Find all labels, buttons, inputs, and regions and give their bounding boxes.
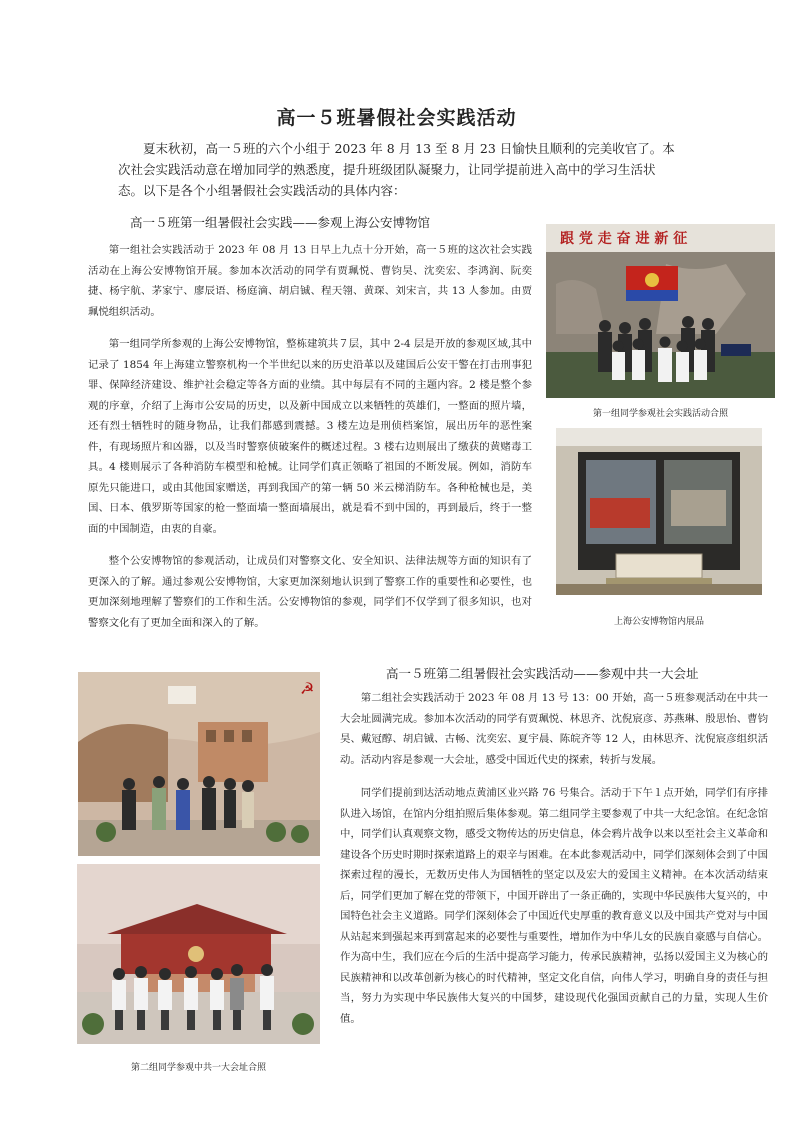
group2-paragraph-2: 同学们提前到达活动地点黄浦区业兴路 76 号集合。活动于下午１点开始，同学们有序排队进入场馆，在馆内分组拍照后集体参观。第二组同学主要参观了中共一大纪念馆。在纪念馆中，同学们认真观察文物，感受文物传达的历史信息，体会鸦片战争以来以至社会主义革命和建设各个历史时期时探索道路上的艰辛与困难。在本此参观活动中，同学们深刻体会到了中国探索过程的漫长，无数历史伟人为国牺牲的坚定以及宏大的爱国主义精神。在本次活动结束后，同学们更加了解在党的带领下，中国开辟出了一条正确的，实现中华民族伟大复兴的，中国特色社会主义道路。同学们深刻体会了中国近代史厚重的教育意义以及中国共产党对与中国从站起来到强起来再到富起来的必要性与重要性，增加作为中华儿女的民族自豪感与自信心。作为高中生，我们应在今后的生活中提高学习能力，传承民族精神，弘扬以爱国主义为核心的民族精神和以改革创新为核心的时代精神，坚定文化自信，向伟人学习，明确自身的责任与担当，努力为实现中华民族伟大复兴的中国梦，建设现代化强国贡献自己的力量，实现人生价值。	[340, 787, 768, 1025]
group2-photo-2	[77, 864, 320, 1044]
group2-photo-1	[78, 672, 320, 856]
intro-paragraph: 夏末秋初，高一５班的六个小组于 2023 年 8 月 13 至 8 月 23 日愉快且顺利的完美收官了。本次社会实践活动意在增加同学的熟悉度，提升班级团队凝聚力，让同学提前进入高中的学习生活状态。以下是各个小组暑假社会实践活动的具体内容：	[118, 141, 675, 198]
group1-heading: 高一５班第一组暑假社会实践——参观上海公安博物馆	[130, 215, 431, 230]
group2-paragraph-1: 第二组社会实践活动于 2023 年 08 月 13 号 13：00 开始，高一５班参观活动在中共一大会址圆满完成。参加本次活动的同学有贾珮悦、林思齐、沈倪宸彦、苏燕琳、殷思怡、曹钧昊、戴冠醇、胡启铖、古畅、沈奕宏、夏宇晨、陈皖齐等 12 人，由林思齐、沈倪宸彦组织活动。活动内容是参观一大会址，感受中国近代史的探索，转折与发展。	[340, 692, 768, 766]
group1-paragraph-2: 第一组同学所参观的上海公安博物馆，整栋建筑共７层，其中 2-4 层是开放的参观区域,其中记录了 1854 年上海建立警察机构一个半世纪以来的历史沿革以及建国后公安干警在打击刑事犯罪、保障经济建设、维护社会稳定等各方面的业绩。其中每层有不同的主题内容。2 楼是整个参观的序章，介绍了上海市公安局的历史，以及新中国成立以来牺牲的英雄们，一整面的照片墙，还有烈士牺牲时的随身物品，让我们都感到震撼。3 楼左边是刑侦档案馆，展出历年的恶性案件，有现场照片和凶器，以及当时警察侦破案件的概述过程。3 楼右边则展出了缴获的黄赌毒工具。4 楼则展示了各种消防车模型和枪械。让同学们真正领略了祖国的不断发展。例如，消防车原先只能进口，或由其他国家赠送，再到我国产的第一辆 50 米云梯消防车。各种枪械也是，美国、日本、俄罗斯等国家的枪一整面墙一整面墙展出，就是看不到中国的，再到最后，终于一整面的中国制造，由衷的自豪。	[88, 338, 532, 535]
group1-paragraph-1: 第一组社会实践活动于 2023 年 08 月 13 日早上九点十分开始，高一５班的这次社会实践活动在上海公安博物馆开展。参加本次活动的同学有贾珮悦、曹钧昊、沈奕宏、李鸿润、阮奕捷、杨宇航、茅家宁、廖辰语、杨庭滴、胡启铖、程天翎、黄琛、刘宋言，共 13 人参加。由贾珮悦组织活动。	[88, 244, 532, 318]
group1-body	[88, 240, 532, 633]
group2-photo-caption: 第二组同学参观中共一大会址合照	[130, 1063, 266, 1073]
exhibit-photo	[556, 428, 762, 595]
group1-photo-caption: 第一组同学参观社会实践活动合照	[592, 409, 728, 419]
group2-body	[340, 688, 768, 1029]
group2-heading: 高一５班第二组暑假社会实践活动——参观中共一大会址	[386, 666, 699, 681]
svg-text:☭: ☭	[300, 679, 315, 698]
page-title: 高一５班暑假社会实践活动	[276, 107, 517, 129]
group1-photo	[546, 224, 775, 398]
exhibit-photo-caption: 上海公安博物馆内展品	[613, 617, 704, 627]
photo1-sign: 跟 党 走 奋 进 新 征	[560, 231, 688, 247]
group1-paragraph-3: 整个公安博物馆的参观活动，让成员们对警察文化、安全知识、法律法规等方面的知识有了更深入的了解。通过参观公安博物馆，大家更加深刻地认识到了警察工作的重要性和必要性，也更加深刻地理解了警察们的工作和生活。公安博物馆的参观，同学们不仅学到了很多知识，也对警察文化有了更加全面和深入的了解。	[88, 555, 532, 629]
